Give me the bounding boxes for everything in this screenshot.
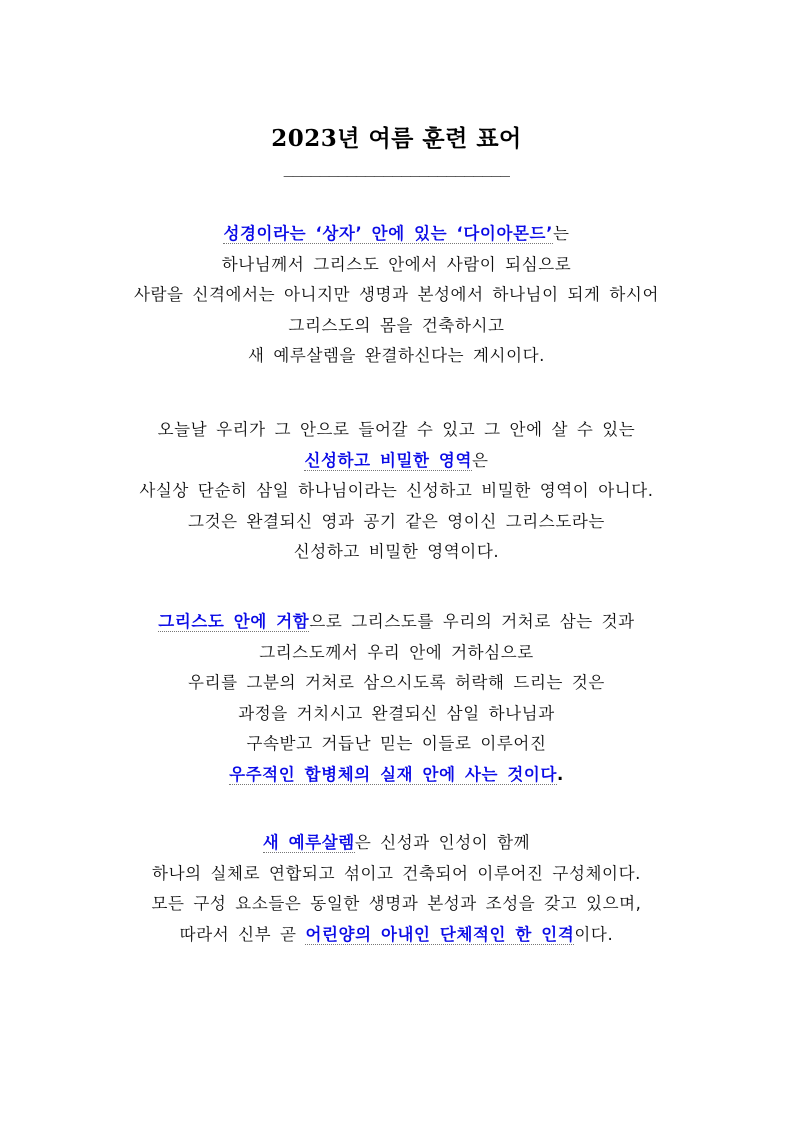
- highlighted-phrase: 신성하고 비밀한 영역: [304, 450, 472, 470]
- paragraph-line: 사실상 단순히 삼일 하나님이라는 신성하고 비밀한 영역이 아니다.: [139, 481, 654, 500]
- line-text: .: [557, 764, 564, 784]
- paragraph-line: [0, 607, 793, 638]
- paragraph-4: [0, 828, 793, 950]
- paragraph-line: 모든 구성 요소들은 동일한 생명과 본성과 조성을 갖고 있으며,: [151, 894, 642, 913]
- highlighted-phrase: 그리스도 안에 거함: [158, 612, 310, 631]
- line-text: 으로 그리스도를 우리의 거처로 삼는 것과: [309, 612, 635, 631]
- line-text: 이다.: [574, 924, 614, 944]
- paragraph-line: [0, 219, 793, 250]
- title-divider: _________________________: [283, 158, 510, 177]
- paragraph-line: 오늘날 우리가 그 안으로 들어갈 수 있고 그 안에 살 수 있는: [157, 420, 636, 439]
- paragraph-line: 우리를 그분의 거처로 삼으시도록 허락해 드리는 것은: [188, 673, 605, 692]
- paragraph-line: 과정을 거치시고 완결되신 삼일 하나님과: [238, 703, 555, 723]
- paragraph-2: [0, 415, 793, 568]
- highlighted-phrase: 어린양의 아내인 단체적인 한 인격: [305, 924, 575, 944]
- line-text: 는: [552, 224, 570, 243]
- line-text: 은 신성과 인성이 함께: [354, 833, 531, 852]
- paragraph-3: [0, 607, 793, 790]
- paragraph-line: 신성하고 비밀한 영역이다.: [293, 542, 500, 561]
- page-title: 2023년 여름 훈련 표어: [271, 125, 522, 152]
- paragraph-line: [0, 760, 793, 791]
- highlighted-phrase: 성경이라는 ‘상자’ 안에 있는 ‘다이아몬드’: [223, 224, 553, 243]
- paragraph-line: 하나의 실체로 연합되고 섞이고 건축되어 이루어진 구성체이다.: [152, 863, 641, 883]
- paragraph-line: [0, 828, 793, 859]
- paragraph-line: 새 예루살렘을 완결하신다는 계시이다.: [247, 346, 545, 365]
- paragraph-line: [0, 446, 793, 477]
- paragraph-line: 그리스도께서 우리 안에 거하심으로: [259, 642, 534, 662]
- paragraph-line: 그리스도의 몸을 건축하시고: [288, 315, 505, 335]
- paragraph-line: [0, 920, 793, 951]
- highlighted-phrase: 새 예루살렘: [262, 833, 355, 852]
- paragraph-line: 구속받고 거듭난 믿는 이들로 이루어진: [246, 734, 547, 753]
- paragraph-line: 사람을 신격에서는 아니지만 생명과 본성에서 하나님이 되게 하시어: [133, 285, 659, 304]
- line-text: 은: [472, 450, 489, 470]
- highlighted-phrase: 우주적인 합병체의 실재 안에 사는 것이다: [229, 764, 557, 784]
- paragraph-line: 하나님께서 그리스도 안에서 사람이 되심으로: [221, 254, 572, 274]
- paragraph-line: 그것은 완결되신 영과 공기 같은 영이신 그리스도라는: [188, 511, 605, 531]
- paragraph-1: [0, 219, 793, 372]
- line-text: 따라서 신부 곧: [179, 924, 306, 944]
